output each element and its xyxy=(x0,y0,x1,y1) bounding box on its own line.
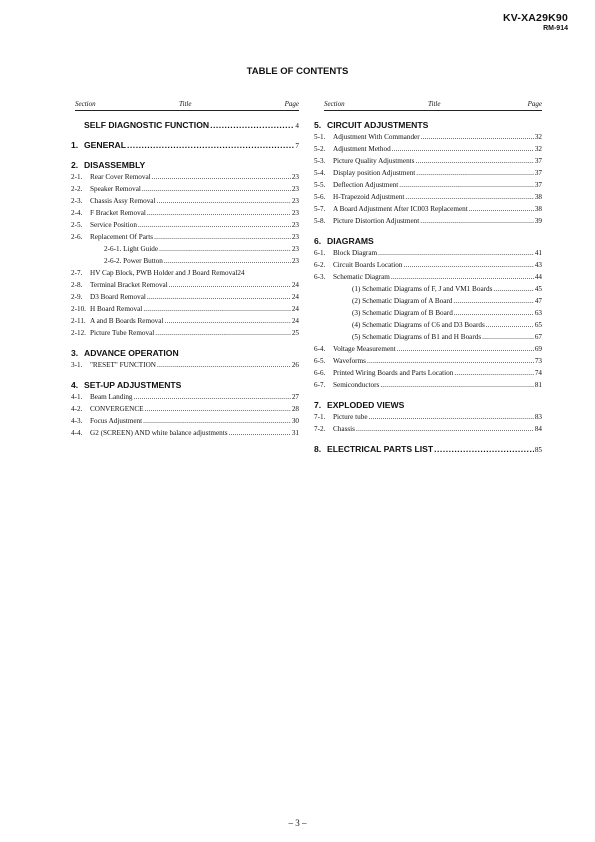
entry-page: 23 xyxy=(291,257,299,265)
dot-leader xyxy=(405,191,533,203)
entry-number: 7-1. xyxy=(314,413,326,421)
column-header-section: Section xyxy=(75,100,96,108)
dot-leader xyxy=(416,167,534,179)
entry-title: G2 (SCREEN) AND white balance adjustments xyxy=(90,429,228,437)
entry-page: 37 xyxy=(534,157,542,165)
dot-leader xyxy=(147,207,291,219)
page-title: TABLE OF CONTENTS xyxy=(246,66,349,77)
entry-number: 4-1. xyxy=(71,393,83,401)
entry-page: 83 xyxy=(534,413,542,421)
entry-title: Adjustment With Commander xyxy=(333,133,420,141)
toc-entry[interactable] xyxy=(71,391,299,403)
entry-title: Chassis Assy Removal xyxy=(90,197,156,205)
dot-leader xyxy=(147,291,291,303)
entry-number: 5-8. xyxy=(314,217,326,225)
entry-page: 23 xyxy=(291,209,299,217)
section-number: 2. xyxy=(71,160,79,170)
entry-page: 63 xyxy=(534,309,542,317)
dot-leader xyxy=(157,195,291,207)
entry-page: 31 xyxy=(291,429,299,437)
entry-page: 81 xyxy=(534,381,542,389)
entry-title: 2-6-2. Power Button xyxy=(104,257,163,265)
toc-entry[interactable] xyxy=(314,143,542,155)
model-number: KV-XA29K90 xyxy=(502,12,568,24)
section-heading[interactable] xyxy=(71,139,299,151)
toc-entry[interactable] xyxy=(314,155,542,167)
section-number: 7. xyxy=(314,400,322,410)
toc-entry[interactable] xyxy=(314,295,542,307)
entry-number: 2-5. xyxy=(71,221,83,229)
toc-section xyxy=(71,139,299,151)
dot-leader xyxy=(145,403,291,415)
entry-number: 5-1. xyxy=(314,133,326,141)
entry-number: 5-4. xyxy=(314,169,326,177)
toc-entry[interactable] xyxy=(71,231,299,243)
entry-page: 24 xyxy=(291,281,299,289)
entry-page: 69 xyxy=(534,345,542,353)
section-page: 85 xyxy=(534,446,542,454)
dot-leader xyxy=(210,119,294,131)
entry-title: Picture tube xyxy=(333,413,368,421)
dot-leader xyxy=(399,179,534,191)
entry-number: 6-6. xyxy=(314,369,326,377)
entry-title: Picture Tube Removal xyxy=(90,329,155,337)
dot-leader xyxy=(356,423,534,435)
entry-title: A Board Adjustment After IC003 Replacement xyxy=(333,205,468,213)
dot-leader xyxy=(493,283,533,295)
toc-entry[interactable] xyxy=(314,307,542,319)
toc-section xyxy=(314,443,542,455)
entry-title: Schematic Diagram xyxy=(333,273,390,281)
entry-title: Circuit Boards Location xyxy=(333,261,403,269)
entry-title: F Bracket Removal xyxy=(90,209,146,217)
dot-leader xyxy=(420,215,534,227)
entry-number: 2-7. xyxy=(71,269,83,277)
entry-page: 67 xyxy=(534,333,542,341)
section-title: SELF DIAGNOSTIC FUNCTION xyxy=(84,120,210,130)
entry-title: 2-6-1. Light Guide xyxy=(104,245,159,253)
toc-section xyxy=(71,159,299,339)
dot-leader xyxy=(164,255,291,267)
entry-number: 4-4. xyxy=(71,429,83,437)
toc-entry[interactable] xyxy=(314,191,542,203)
entry-title: D3 Board Removal xyxy=(90,293,146,301)
entry-page: 41 xyxy=(534,249,542,257)
entry-page: 44 xyxy=(534,273,542,281)
entry-title: Focus Adjustment xyxy=(90,417,143,425)
dot-leader xyxy=(421,131,534,143)
entry-page: 32 xyxy=(534,133,542,141)
entry-page: 23 xyxy=(291,173,299,181)
toc-entry[interactable] xyxy=(71,279,299,291)
entry-number: 3-1. xyxy=(71,361,83,369)
entry-title: Terminal Bracket Removal xyxy=(90,281,168,289)
section-number: 1. xyxy=(71,140,79,150)
toc-entry[interactable] xyxy=(314,215,542,227)
dot-leader xyxy=(486,319,534,331)
entry-number: 5-6. xyxy=(314,193,326,201)
toc-entry[interactable] xyxy=(71,219,299,231)
entry-title: (1) Schematic Diagrams of F, J and VM1 Boards xyxy=(352,285,493,293)
toc-entry[interactable] xyxy=(71,303,299,315)
entry-title: Chassis xyxy=(333,425,355,433)
entry-page: 84 xyxy=(534,425,542,433)
entry-number: 2-3. xyxy=(71,197,83,205)
entry-title: A and B Boards Removal xyxy=(90,317,164,325)
model-header xyxy=(503,12,568,32)
entry-page: 47 xyxy=(534,297,542,305)
entry-page: 32 xyxy=(534,145,542,153)
entry-number: 5-2. xyxy=(314,145,326,153)
dot-leader xyxy=(454,367,533,379)
dot-leader xyxy=(134,391,291,403)
section-heading[interactable] xyxy=(71,347,299,359)
entry-number: 2-9. xyxy=(71,293,83,301)
entry-page: 24 xyxy=(291,293,299,301)
toc-entry[interactable] xyxy=(314,331,542,343)
entry-title: Replacement Of Parts xyxy=(90,233,154,241)
dot-leader xyxy=(391,271,534,283)
entry-page: 25 xyxy=(291,329,299,337)
dot-leader xyxy=(453,295,533,307)
dot-leader xyxy=(434,443,534,455)
entry-number: 2-10. xyxy=(71,305,86,313)
toc-entry[interactable] xyxy=(71,207,299,219)
toc-entry[interactable] xyxy=(314,283,542,295)
entry-page: 73 xyxy=(534,357,542,365)
section-title: EXPLODED VIEWS xyxy=(327,400,405,410)
toc-entry[interactable] xyxy=(314,271,542,283)
toc-entry[interactable] xyxy=(314,203,542,215)
entry-number: 2-2. xyxy=(71,185,83,193)
dot-leader xyxy=(369,411,534,423)
entry-number: 2-1. xyxy=(71,173,83,181)
entry-page: 23 xyxy=(291,221,299,229)
entry-page: 23 xyxy=(291,245,299,253)
page-number: – 3 – xyxy=(288,818,307,828)
entry-title: (5) Schematic Diagrams of B1 and H Boards xyxy=(352,333,482,341)
entry-title: Picture Quality Adjustments xyxy=(333,157,415,165)
entry-number: 6-1. xyxy=(314,249,326,257)
entry-number: 2-12. xyxy=(71,329,86,337)
section-title: CIRCUIT ADJUSTMENTS xyxy=(327,120,429,130)
dot-leader xyxy=(454,307,534,319)
section-heading[interactable] xyxy=(314,399,542,411)
toc-section xyxy=(71,379,299,439)
dot-leader xyxy=(155,327,291,339)
entry-page: 24 xyxy=(291,317,299,325)
entry-page: 38 xyxy=(534,205,542,213)
toc-entry[interactable] xyxy=(71,267,299,279)
entry-page: 27 xyxy=(291,393,299,401)
entry-page: 23 xyxy=(291,185,299,193)
entry-page: 43 xyxy=(534,261,542,269)
column-header-title: Title xyxy=(428,100,441,108)
dot-leader xyxy=(367,355,534,367)
entry-page: 28 xyxy=(291,405,299,413)
toc-entry[interactable] xyxy=(314,167,542,179)
entry-page: 26 xyxy=(291,361,299,369)
toc-entry[interactable] xyxy=(71,195,299,207)
toc-entry[interactable] xyxy=(314,259,542,271)
section-number: 3. xyxy=(71,348,79,358)
entry-page: 38 xyxy=(534,193,542,201)
entry-title: H-Trapezoid Adjustment xyxy=(333,193,405,201)
toc-entry[interactable] xyxy=(71,291,299,303)
toc-entry[interactable] xyxy=(314,379,542,391)
dot-leader xyxy=(143,303,291,315)
section-heading[interactable] xyxy=(71,159,299,171)
dot-leader xyxy=(415,155,533,167)
entry-title: Beam Landing xyxy=(90,393,133,401)
column-header-title: Title xyxy=(179,100,192,108)
dot-leader xyxy=(392,143,534,155)
toc-entry[interactable] xyxy=(71,415,299,427)
entry-page: 24 xyxy=(291,305,299,313)
dot-leader xyxy=(482,331,534,343)
toc-left-column xyxy=(71,99,299,439)
section-title: ELECTRICAL PARTS LIST xyxy=(327,444,434,454)
toc-entry[interactable] xyxy=(314,247,542,259)
section-page: 4 xyxy=(295,122,299,130)
dot-leader xyxy=(403,259,533,271)
dot-leader xyxy=(397,343,534,355)
entry-title: Service Position xyxy=(90,221,137,229)
entry-number: 6-4. xyxy=(314,345,326,353)
entry-page: 24 xyxy=(237,269,245,277)
entry-page: 23 xyxy=(291,233,299,241)
entry-number: 7-2. xyxy=(314,425,326,433)
entry-number: 4-3. xyxy=(71,417,83,425)
dot-leader xyxy=(159,243,291,255)
toc-entry[interactable] xyxy=(314,179,542,191)
toc-entry[interactable] xyxy=(71,315,299,327)
dot-leader xyxy=(229,427,291,439)
entry-number: 2-11. xyxy=(71,317,86,325)
toc-section xyxy=(314,119,542,227)
section-heading[interactable] xyxy=(314,443,542,455)
dot-leader xyxy=(164,315,290,327)
section-heading[interactable] xyxy=(314,119,542,131)
entry-page: 30 xyxy=(291,417,299,425)
section-heading[interactable] xyxy=(71,119,299,131)
section-number: 8. xyxy=(314,444,322,454)
toc-entry[interactable] xyxy=(314,367,542,379)
toc-entry[interactable] xyxy=(314,131,542,143)
column-header xyxy=(324,99,542,111)
dot-leader xyxy=(127,139,294,151)
section-number: 4. xyxy=(71,380,79,390)
dot-leader xyxy=(154,231,291,243)
toc-entry[interactable] xyxy=(71,243,299,255)
entry-title: (2) Schematic Diagram of A Board xyxy=(352,297,453,305)
entry-number: 2-4. xyxy=(71,209,83,217)
entry-title: Block Diagram xyxy=(333,249,378,257)
toc-section xyxy=(71,347,299,371)
section-title: ADVANCE OPERATION xyxy=(84,348,179,358)
entry-title: HV Cap Block, PWB Holder and J Board Removal xyxy=(90,269,238,277)
dot-leader xyxy=(469,203,534,215)
section-heading[interactable] xyxy=(314,235,542,247)
entry-number: 6-5. xyxy=(314,357,326,365)
entry-number: 5-7. xyxy=(314,205,326,213)
column-header-page: Page xyxy=(527,100,542,108)
toc-entry[interactable] xyxy=(314,355,542,367)
entry-page: 37 xyxy=(534,181,542,189)
entry-number: 6-3. xyxy=(314,273,326,281)
dot-leader xyxy=(152,171,291,183)
remote-model: RM-914 xyxy=(543,25,568,32)
column-header xyxy=(75,99,299,111)
entry-title: Deflection Adjustment xyxy=(333,181,399,189)
entry-title: Display position Adjustment xyxy=(333,169,416,177)
entry-number: 4-2. xyxy=(71,405,83,413)
entry-number: 5-5. xyxy=(314,181,326,189)
entry-number: 5-3. xyxy=(314,157,326,165)
entry-title: Adjustment Method xyxy=(333,145,391,153)
section-number: 6. xyxy=(314,236,322,246)
dot-leader xyxy=(138,219,291,231)
dot-leader xyxy=(378,247,534,259)
entry-page: 45 xyxy=(534,285,542,293)
column-header-section: Section xyxy=(324,100,345,108)
toc-entry[interactable] xyxy=(71,183,299,195)
dot-leader xyxy=(142,183,291,195)
section-heading[interactable] xyxy=(71,379,299,391)
dot-leader xyxy=(169,279,291,291)
entry-title: Semiconductors xyxy=(333,381,380,389)
toc-section xyxy=(314,235,542,391)
entry-title: CONVERGENCE xyxy=(90,405,144,413)
toc-entry[interactable] xyxy=(71,427,299,439)
toc-entry[interactable] xyxy=(71,403,299,415)
entry-number: 2-8. xyxy=(71,281,83,289)
dot-leader xyxy=(380,379,534,391)
entry-title: (3) Schematic Diagram of B Board xyxy=(352,309,453,317)
entry-page: 39 xyxy=(534,217,542,225)
dot-leader xyxy=(143,415,291,427)
toc-entry[interactable] xyxy=(314,411,542,423)
toc-entry[interactable] xyxy=(71,327,299,339)
entry-title: (4) Schematic Diagrams of C6 and D3 Boards xyxy=(352,321,485,329)
entry-number: 2-6. xyxy=(71,233,83,241)
toc-section xyxy=(314,399,542,435)
entry-page: 74 xyxy=(534,369,542,377)
toc-section xyxy=(71,119,299,131)
toc-entry[interactable] xyxy=(71,171,299,183)
toc-right-column xyxy=(314,99,542,455)
entry-title: Printed Wiring Boards and Parts Location xyxy=(333,369,454,377)
section-title: DISASSEMBLY xyxy=(84,160,146,170)
toc-entry[interactable] xyxy=(71,359,299,371)
entry-title: Voltage Measurement xyxy=(333,345,396,353)
entry-page: 37 xyxy=(534,169,542,177)
entry-title: Waveforms xyxy=(333,357,366,365)
entry-page: 23 xyxy=(291,197,299,205)
section-title: GENERAL xyxy=(84,140,127,150)
entry-number: 6-7. xyxy=(314,381,326,389)
entry-number: 6-2. xyxy=(314,261,326,269)
entry-page: 65 xyxy=(534,321,542,329)
toc-entry[interactable] xyxy=(314,319,542,331)
toc-entry[interactable] xyxy=(314,423,542,435)
toc-entry[interactable] xyxy=(314,343,542,355)
entry-title: H Board Removal xyxy=(90,305,143,313)
toc-entry[interactable] xyxy=(71,255,299,267)
section-title: DIAGRAMS xyxy=(327,236,374,246)
section-number: 5. xyxy=(314,120,322,130)
section-title: SET-UP ADJUSTMENTS xyxy=(84,380,182,390)
entry-title: Speaker Removal xyxy=(90,185,141,193)
section-page: 7 xyxy=(295,142,299,150)
dot-leader xyxy=(157,359,291,371)
entry-title: "RESET" FUNCTION xyxy=(90,361,156,369)
entry-title: Picture Distortion Adjustment xyxy=(333,217,420,225)
column-header-page: Page xyxy=(284,100,299,108)
entry-title: Rear Cover Removal xyxy=(90,173,151,181)
